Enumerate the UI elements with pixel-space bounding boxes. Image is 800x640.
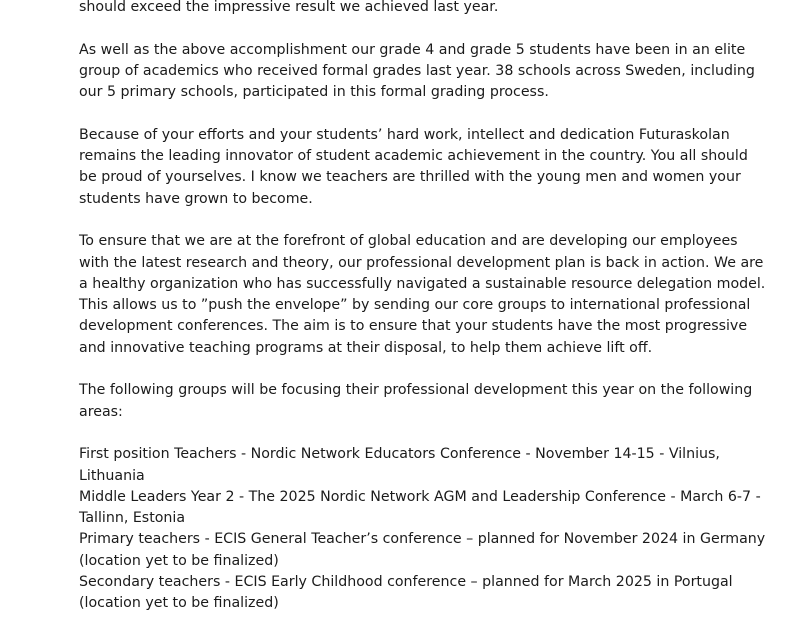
conference-group-first-position: First position Teachers - Nordic Network Educators Conference - November 14-15 - Vilnius, Lithuania: [79, 446, 720, 484]
paragraph-professional-development: To ensure that we are at the forefront of global education and are developing our employees with the latest research and theory, our professional development plan is back in action. We are a healthy organization who has successfully navigated a sustainable resource delegation model. This allows us to ”push the envelope” by sending our core groups to international professional development conferences. The aim is to ensure that your students have the most progressive and innovative teaching programs at their disposal, to help them achieve lift off.: [79, 233, 766, 356]
paragraph-formal-grades: As well as the above accomplishment our grade 4 and grade 5 students have been in an elite group of academics who received formal grades last year. 38 schools across Sweden, including our 5 primary schools, participated in this formal grading process.: [79, 41, 755, 101]
conference-group-list: [79, 444, 769, 614]
paragraph-groups-intro: The following groups will be focusing their professional development this year on the following areas:: [79, 382, 753, 420]
document-body: [79, 0, 769, 615]
paragraph-previous-result: should exceed the impressive result we achieved last year.: [79, 0, 499, 15]
conference-group-primary: Primary teachers - ECIS General Teacher’s conference – planned for November 2024 in Germany (location yet to be finalized): [79, 531, 766, 569]
conference-group-secondary: Secondary teachers - ECIS Early Childhood conference – planned for March 2025 in Portugal (location yet to be finalized): [79, 574, 733, 612]
conference-group-middle-leaders: Middle Leaders Year 2 - The 2025 Nordic Network AGM and Leadership Conference - March 6-7 - Tallinn, Estonia: [79, 488, 761, 527]
paragraph-recognition: Because of your efforts and your students’ hard work, intellect and dedication Futuraskolan remains the leading innovator of student academic achievement in the country. You all should be proud of yourselves. I know we teachers are thrilled with the young men and women your students have grown to become.: [79, 126, 748, 207]
